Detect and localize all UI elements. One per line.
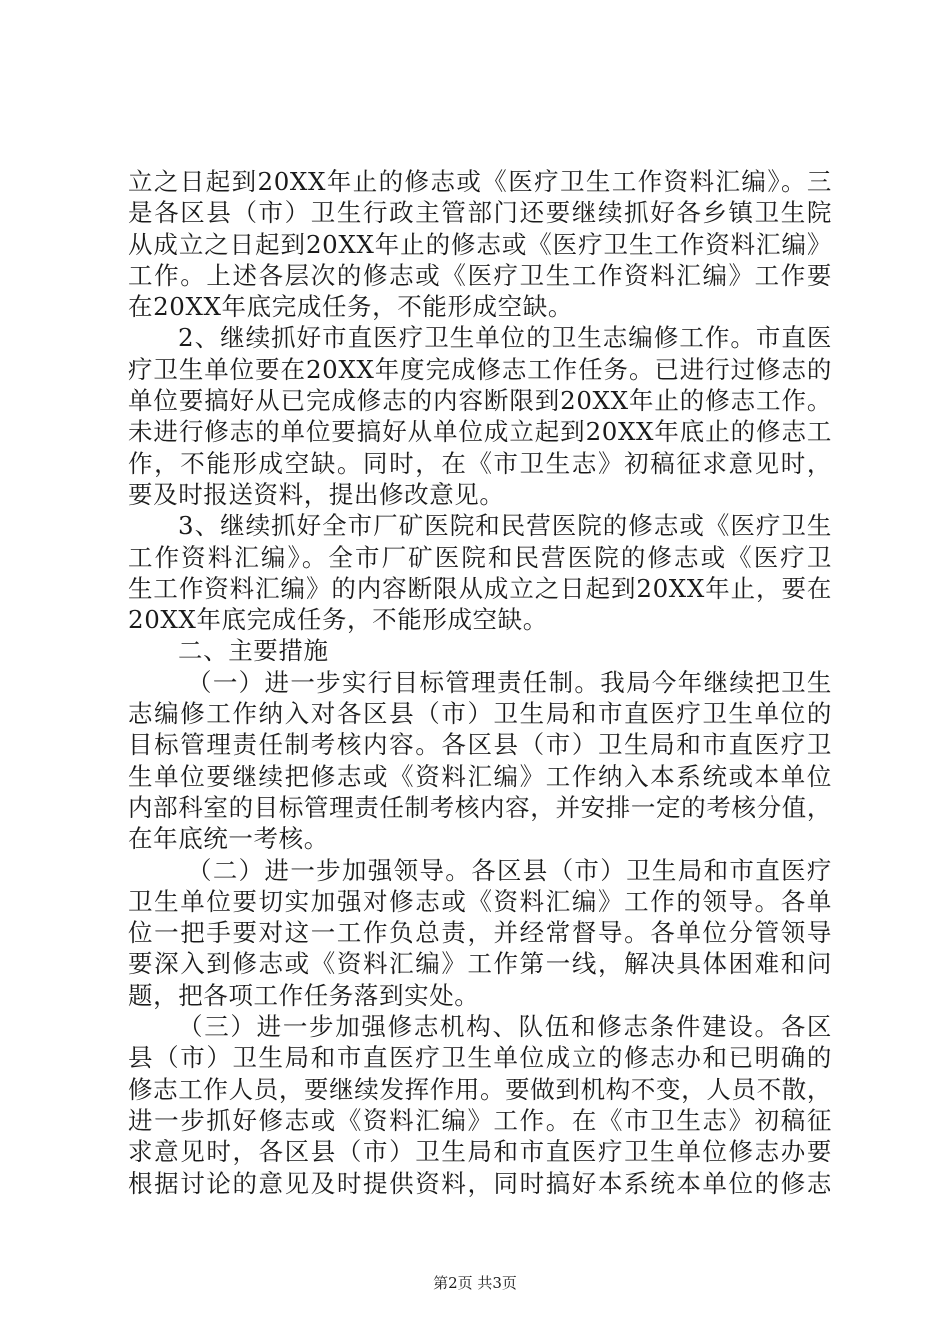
text-line: 3、继续抓好全市厂矿医院和民营医院的修志或《医疗卫生 bbox=[178, 511, 832, 541]
text-line: 工作。上述各层次的修志或《医疗卫生工作资料汇编》工作要 bbox=[128, 260, 832, 290]
text-line: 在年底统一考核。 bbox=[128, 824, 329, 854]
text-line: （三）进一步加强修志机构、队伍和修志条件建设。各区 bbox=[178, 1012, 832, 1042]
text-line: 县（市）卫生局和市直医疗卫生单位成立的修志办和已明确的 bbox=[128, 1043, 832, 1073]
text-line: 卫生单位要切实加强对修志或《资料汇编》工作的领导。各单 bbox=[128, 886, 832, 916]
text-line: 单位要搞好从已完成修志的内容断限到20XX年止的修志工作。 bbox=[128, 386, 832, 416]
section-heading: 二、主要措施 bbox=[178, 636, 329, 666]
text-line: 工作资料汇编》。全市厂矿医院和民营医院的修志或《医疗卫 bbox=[128, 542, 832, 572]
text-line: 目标管理责任制考核内容。各区县（市）卫生局和市直医疗卫 bbox=[128, 730, 832, 760]
text-line: 2、继续抓好市直医疗卫生单位的卫生志编修工作。市直医 bbox=[178, 323, 832, 353]
text-line: 根据讨论的意见及时提供资料，同时搞好本系统本单位的修志 bbox=[128, 1168, 832, 1198]
text-line: 求意见时，各区县（市）卫生局和市直医疗卫生单位修志办要 bbox=[128, 1137, 832, 1167]
text-line: 未进行修志的单位要搞好从单位成立起到20XX年底止的修志工 bbox=[128, 417, 832, 447]
text-line: 要及时报送资料，提出修改意见。 bbox=[128, 479, 505, 509]
text-line: 志编修工作纳入对各区县（市）卫生局和市直医疗卫生单位的 bbox=[128, 699, 832, 729]
text-line: 进一步抓好修志或《资料汇编》工作。在《市卫生志》初稿征 bbox=[128, 1105, 832, 1135]
text-line: 题，把各项工作任务落到实处。 bbox=[128, 980, 480, 1010]
text-line: （二）进一步加强领导。各区县（市）卫生局和市直医疗 bbox=[187, 855, 832, 885]
text-line: 20XX年底完成任务，不能形成空缺。 bbox=[128, 605, 548, 635]
text-line: 是各区县（市）卫生行政主管部门还要继续抓好各乡镇卫生院 bbox=[128, 198, 832, 228]
text-line: 生工作资料汇编》的内容断限从成立之日起到20XX年止，要在 bbox=[128, 573, 832, 603]
page-number-footer: 第2页 共3页 bbox=[433, 1274, 517, 1292]
text-line: （一）进一步实行目标管理责任制。我局今年继续把卫生 bbox=[187, 667, 832, 697]
text-line: 疗卫生单位要在20XX年度完成修志工作任务。已进行过修志的 bbox=[128, 354, 832, 384]
text-line: 位一把手要对这一工作负总责，并经常督导。各单位分管领导 bbox=[128, 918, 832, 948]
text-line: 修志工作人员，要继续发挥作用。要做到机构不变，人员不散， bbox=[128, 1074, 832, 1104]
text-line: 要深入到修志或《资料汇编》工作第一线，解决具体困难和问 bbox=[128, 949, 832, 979]
text-line: 在20XX年底完成任务，不能形成空缺。 bbox=[128, 292, 573, 322]
text-line: 生单位要继续把修志或《资料汇编》工作纳入本系统或本单位 bbox=[128, 761, 832, 791]
text-line: 内部科室的目标管理责任制考核内容，并安排一定的考核分值， bbox=[128, 792, 832, 822]
text-line: 从成立之日起到20XX年止的修志或《医疗卫生工作资料汇编》 bbox=[128, 229, 832, 259]
text-line: 作，不能形成空缺。同时，在《市卫生志》初稿征求意见时， bbox=[128, 448, 832, 478]
text-line: 立之日起到20XX年止的修志或《医疗卫生工作资料汇编》。三 bbox=[128, 167, 832, 196]
document-body bbox=[128, 166, 832, 1199]
